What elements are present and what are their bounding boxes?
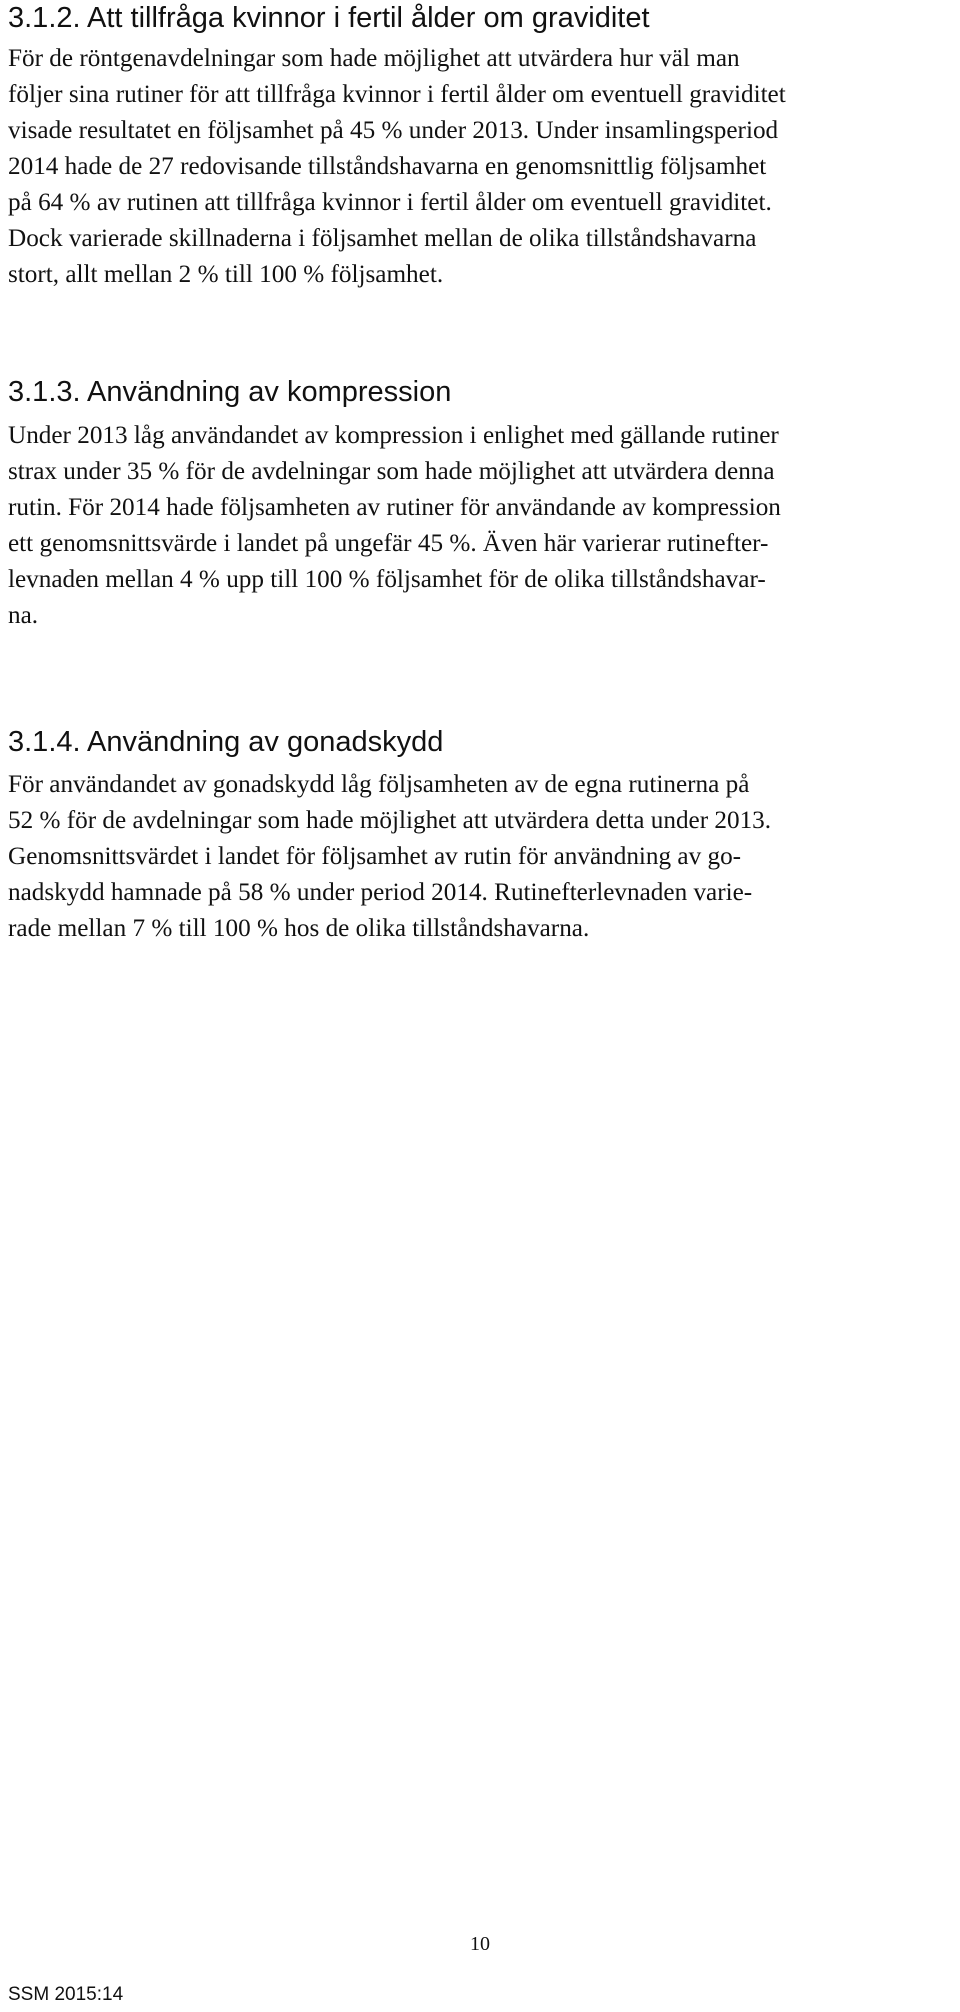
text-line: Dock varierade skillnaderna i följsamhet mellan de olika tillståndshavarna: [8, 225, 757, 252]
section-heading: 3.1.2. Att tillfråga kvinnor i fertil ålder om graviditet: [8, 2, 650, 34]
page-number: 10: [470, 1933, 490, 1955]
text-line: strax under 35 % för de avdelningar som hade möjlighet att utvärdera denna: [8, 458, 775, 485]
section-compression: [8, 374, 953, 634]
section-body: [8, 767, 953, 947]
text-line: na.: [8, 602, 39, 629]
section-body: [8, 418, 953, 634]
section-heading: 3.1.4. Användning av gonadskydd: [8, 726, 444, 758]
text-line: nadskydd hamnade på 58 % under period 2014. Rutinefterlevnaden varie-: [8, 879, 753, 906]
section-body: [8, 41, 953, 293]
text-line: visade resultatet en följsamhet på 45 % under 2013. Under insamlingsperiod: [8, 117, 779, 144]
text-line: på 64 % av rutinen att tillfråga kvinnor i fertil ålder om eventuell graviditet.: [8, 189, 772, 216]
text-line: För användandet av gonadskydd låg följsamheten av de egna rutinerna på: [8, 771, 750, 798]
footer-report-id: SSM 2015:14: [8, 1984, 124, 2005]
text-line: levnaden mellan 4 % upp till 100 % följsamhet för de olika tillståndshavar-: [8, 566, 766, 593]
text-line: rade mellan 7 % till 100 % hos de olika tillståndshavarna.: [8, 915, 590, 942]
text-line: rutin. För 2014 hade följsamheten av rutiner för användande av kompression: [8, 494, 781, 521]
text-line: För de röntgenavdelningar som hade möjlighet att utvärdera hur väl man: [8, 45, 740, 72]
section-gonad-shield: [8, 724, 953, 947]
text-line: Genomsnittsvärdet i landet för följsamhet av rutin för användning av go-: [8, 843, 742, 870]
text-line: följer sina rutiner för att tillfråga kvinnor i fertil ålder om eventuell graviditet: [8, 81, 786, 108]
text-line: 2014 hade de 27 redovisande tillståndshavarna en genomsnittlig följsamhet: [8, 153, 767, 180]
text-line: ett genomsnittsvärde i landet på ungefär 45 %. Även här varierar rutinefter-: [8, 530, 769, 557]
text-line: 52 % för de avdelningar som hade möjlighet att utvärdera detta under 2013.: [8, 807, 772, 834]
text-line: stort, allt mellan 2 % till 100 % följsamhet.: [8, 261, 444, 288]
text-line: Under 2013 låg användandet av kompression i enlighet med gällande rutiner: [8, 422, 779, 449]
section-heading: 3.1.3. Användning av kompression: [8, 376, 452, 408]
section-pregnancy-inquiry: [8, 0, 953, 293]
